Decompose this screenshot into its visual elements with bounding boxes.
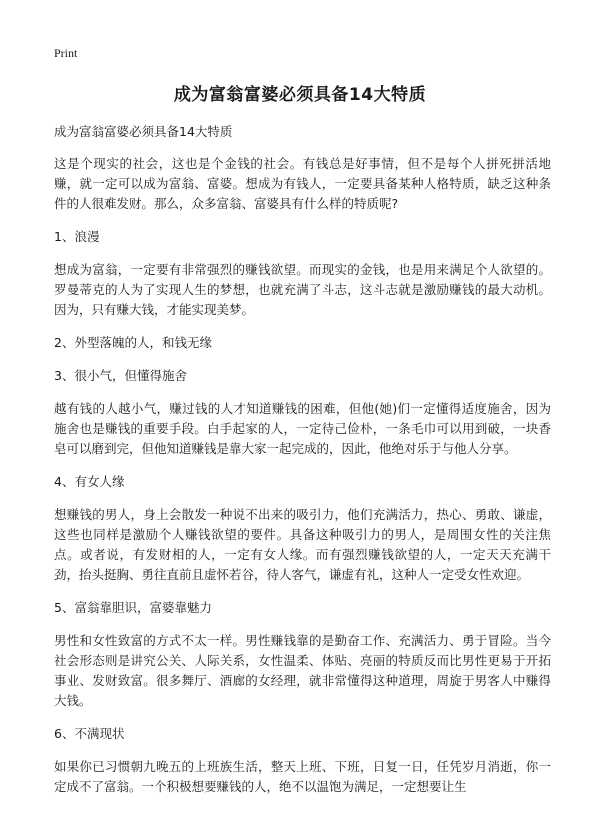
intro-paragraph: 这是个现实的社会，这也是个金钱的社会。有钱总是好事情，但不是每个人拼死拼活地赚，就一定可以成为富翁、富婆。想成为有钱人，一定要具备某种人格特质，缺乏这种条件的人很难发财。那么，众多富翁、富婆具有什么样的特质呢? <box>54 156 551 211</box>
section-body-4: 想赚钱的男人，身上会散发一种说不出来的吸引力，他们充满活力，热心、勇敢、谦虚，这些也同样是激励个人赚钱欲望的要件。具备这种吸引力的男人，是周围女性的关注焦点。或者说，有发财相的人，一定有女人缘。而有强烈赚钱欲望的人，一定天天充满干劲，抬头挺胸、勇往直前且虚怀若谷，待人客气，谦虚有礼，这种人一定受女性欢迎。 <box>54 507 551 582</box>
section-heading-4: 4、有女人缘 <box>54 474 125 489</box>
article-body <box>54 122 551 810</box>
section-heading-5: 5、富翁靠胆识，富婆靠魅力 <box>54 600 212 615</box>
section-heading-1: 1、浪漫 <box>54 229 100 244</box>
section-heading-6: 6、不满现状 <box>54 726 125 741</box>
section-heading-2: 2、外型落魄的人，和钱无缘 <box>54 335 212 350</box>
section-body-6: 如果你已习惯朝九晚五的上班族生活，整天上班、下班，日复一日，任凭岁月消逝，你一定成不了富翁。一个积极想要赚钱的人，绝不以温饱为满足，一定想要让生 <box>54 759 551 794</box>
section-body-3: 越有钱的人越小气，赚过钱的人才知道赚钱的困难，但他(她)们一定懂得适度施舍，因为施舍也是赚钱的重要手段。白手起家的人，一定待己俭朴，一条毛巾可以用到破，一块香皂可以磨到完，但他知道赚钱是靠大家一起完成的，因此，他绝对乐于与他人分享。 <box>54 401 551 456</box>
article-subtitle: 成为富翁富婆必须具备14大特质 <box>54 124 233 139</box>
print-link[interactable]: Print <box>54 46 78 60</box>
section-heading-3: 3、很小气，但懂得施舍 <box>54 368 187 383</box>
section-body-5: 男性和女性致富的方式不太一样。男性赚钱靠的是勤奋工作、充满活力、勇于冒险。当今社会形态则是讲究公关、人际关系，女性温柔、体贴、亮丽的特质反而比男性更易于开拓事业、发财致富。很多舞厅、酒廊的女经理，就非常懂得这种道理，周旋于男客人中赚得大钱。 <box>54 633 551 708</box>
section-body-1: 想成为富翁，一定要有非常强烈的赚钱欲望。而现实的金钱，也是用来满足个人欲望的。罗曼蒂克的人为了实现人生的梦想，也就充满了斗志，这斗志就是激励赚钱的最大动机。因为，只有赚大钱，才能实现美梦。 <box>54 262 551 317</box>
page-title: 成为富翁富婆必须具备14大特质 <box>173 85 427 105</box>
